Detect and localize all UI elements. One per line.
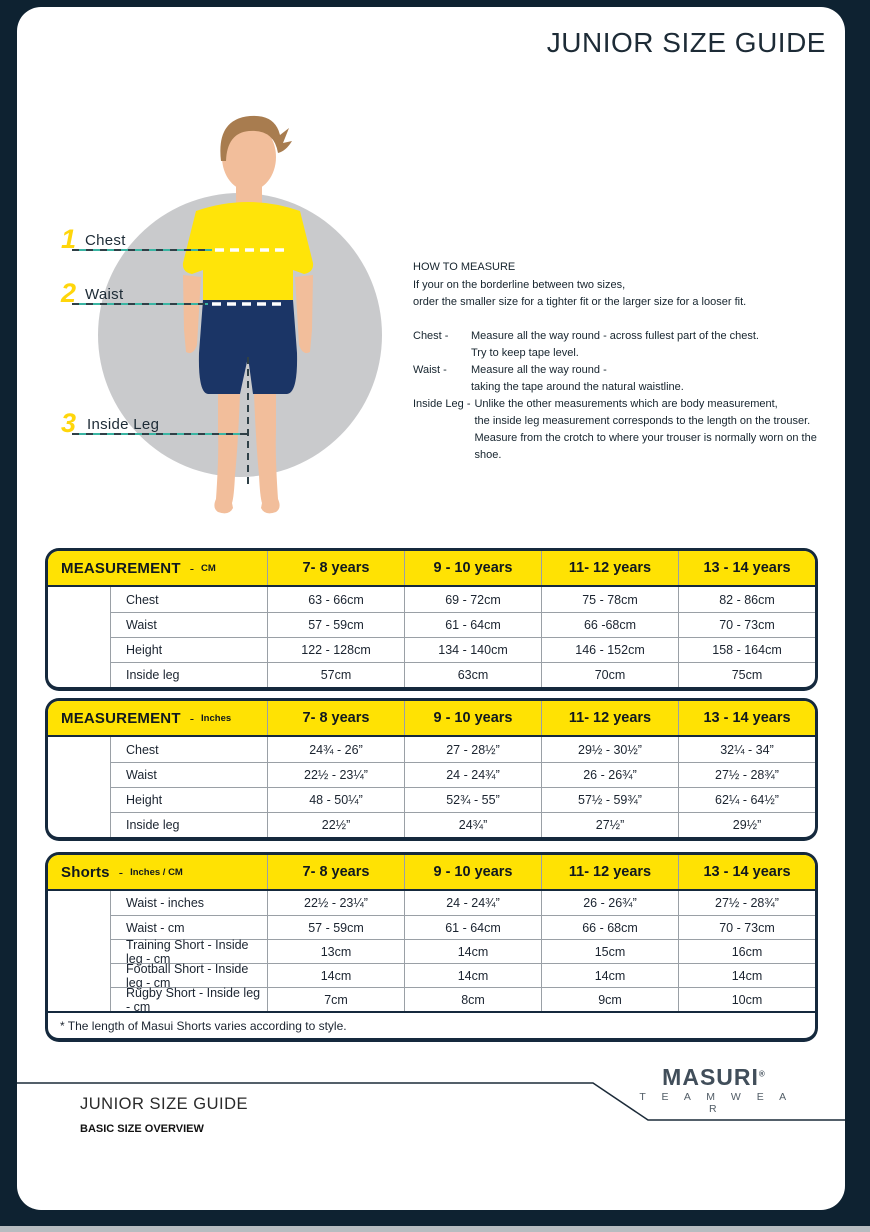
cell: 70 - 73cm — [678, 915, 815, 939]
row-label: Training Short - Inside leg - cm — [110, 939, 267, 963]
brand-text: MASURI — [662, 1064, 759, 1090]
cell: 29½ - 30½” — [541, 737, 678, 762]
item-line: Measure all the way round - across fullest part of the chest. — [471, 330, 759, 342]
table-row — [48, 915, 815, 939]
cell: 24 - 24¾” — [404, 891, 541, 915]
row-label: Chest — [110, 587, 267, 612]
size-table-shorts — [45, 852, 818, 1042]
row-spacer — [48, 662, 110, 687]
item-lines — [471, 362, 843, 396]
row-spacer — [48, 963, 110, 987]
how-to-measure-item-chest — [413, 328, 843, 362]
cell: 70 - 73cm — [678, 612, 815, 637]
row-spacer — [48, 762, 110, 787]
cell: 146 - 152cm — [541, 637, 678, 662]
cell: 48 - 50¼” — [267, 787, 404, 812]
cell: 27½ - 28¾” — [678, 762, 815, 787]
cell: 27½ - 28¾” — [678, 891, 815, 915]
item-lines — [474, 396, 843, 464]
spacer — [413, 311, 843, 328]
cell: 14cm — [404, 939, 541, 963]
row-label: Chest — [110, 737, 267, 762]
table-footnote: * The length of Masui Shorts varies according to style. — [48, 1011, 815, 1038]
size-table-cm — [45, 548, 818, 691]
row-spacer — [48, 737, 110, 762]
cell: 22½ - 23¼” — [267, 891, 404, 915]
column-header: 7- 8 years — [267, 701, 404, 735]
cell: 14cm — [404, 963, 541, 987]
size-table-inches — [45, 698, 818, 841]
column-header: 9 - 10 years — [404, 855, 541, 889]
cell: 122 - 128cm — [267, 637, 404, 662]
cell: 158 - 164cm — [678, 637, 815, 662]
figure-label-insideleg: Inside Leg — [87, 416, 160, 433]
cell: 134 - 140cm — [404, 637, 541, 662]
table-row — [48, 985, 815, 1014]
how-to-measure-intro-line: If your on the borderline between two sizes, — [413, 279, 626, 291]
row-label: Football Short - Inside leg - cm — [110, 963, 267, 987]
brand-name — [629, 1065, 799, 1090]
cell: 14cm — [267, 963, 404, 987]
page-title: JUNIOR SIZE GUIDE — [546, 27, 826, 58]
column-header: 9 - 10 years — [404, 551, 541, 585]
footer-title: JUNIOR SIZE GUIDE — [80, 1095, 249, 1113]
table-title-separator: - — [189, 560, 195, 576]
cell: 29½” — [678, 812, 815, 837]
row-label: Waist - cm — [110, 915, 267, 939]
cell: 8cm — [404, 987, 541, 1011]
brand-subtext: T E A M W E A R — [639, 1091, 793, 1116]
row-spacer — [48, 812, 110, 837]
column-header: 13 - 14 years — [678, 551, 815, 585]
row-label: Rugby Short - Inside leg - cm — [110, 987, 267, 1011]
document-sheet — [17, 7, 845, 1210]
row-spacer — [48, 987, 110, 1011]
column-header: 9 - 10 years — [404, 701, 541, 735]
figure-number-3: 3 — [61, 408, 77, 438]
how-to-measure — [413, 259, 843, 464]
column-header: 11- 12 years — [541, 551, 678, 585]
row-label: Waist - inches — [110, 891, 267, 915]
column-header: 11- 12 years — [541, 701, 678, 735]
row-spacer — [48, 787, 110, 812]
row-label: Height — [110, 787, 267, 812]
cell: 14cm — [678, 963, 815, 987]
how-to-measure-intro-line: order the smaller size for a tighter fit or the larger size for a looser fit. — [413, 296, 747, 308]
table-row — [48, 812, 815, 837]
cell: 22½ - 23¼” — [267, 762, 404, 787]
row-spacer — [48, 612, 110, 637]
row-spacer — [48, 587, 110, 612]
row-label: Waist — [110, 612, 267, 637]
column-header: 13 - 14 years — [678, 855, 815, 889]
table-row — [48, 737, 815, 762]
table-unit: Inches — [201, 712, 232, 724]
table-title: MEASUREMENT — [61, 709, 181, 727]
cell: 24¾” — [404, 812, 541, 837]
table-title-separator: - — [189, 710, 195, 726]
how-to-measure-title: HOW TO MEASURE — [413, 261, 516, 273]
cell: 57½ - 59¾” — [541, 787, 678, 812]
row-label: Inside leg — [110, 812, 267, 837]
cell: 57cm — [267, 662, 404, 687]
cell: 70cm — [541, 662, 678, 687]
table-row — [48, 937, 815, 966]
cell: 66 - 68cm — [541, 915, 678, 939]
table-row — [48, 612, 815, 637]
table-row — [48, 891, 815, 915]
item-line: the inside leg measurement corresponds to the length on the trouser. — [474, 415, 811, 427]
cell: 26 - 26¾” — [541, 891, 678, 915]
cell: 57 - 59cm — [267, 915, 404, 939]
table-title-cell — [48, 855, 267, 889]
item-label: Waist - — [413, 364, 447, 376]
table-title-cell — [48, 701, 267, 735]
cell: 66 -68cm — [541, 612, 678, 637]
table-header-row — [48, 551, 815, 587]
table-title: Shorts — [61, 863, 110, 881]
cell: 26 - 26¾” — [541, 762, 678, 787]
cell: 13cm — [267, 939, 404, 963]
item-label: Inside Leg - — [413, 398, 471, 410]
figure-number-1: 1 — [61, 224, 77, 254]
table-title-separator: - — [118, 864, 124, 880]
column-header: 7- 8 years — [267, 551, 404, 585]
cell: 16cm — [678, 939, 815, 963]
cell: 15cm — [541, 939, 678, 963]
figure-label-chest: Chest — [85, 232, 126, 249]
item-line: Unlike the other measurements which are body measurement, — [474, 398, 778, 410]
figure-label-waist: Waist — [85, 286, 124, 303]
cell: 14cm — [541, 963, 678, 987]
how-to-measure-item-waist — [413, 362, 843, 396]
person-illustration-svg — [40, 95, 440, 535]
table-title: MEASUREMENT — [61, 559, 181, 577]
row-spacer — [48, 891, 110, 915]
cell: 27 - 28½” — [404, 737, 541, 762]
cell: 32¼ - 34” — [678, 737, 815, 762]
item-label: Chest - — [413, 330, 449, 342]
table-row — [48, 762, 815, 787]
table-row — [48, 637, 815, 662]
item-line: taking the tape around the natural waistline. — [471, 381, 684, 393]
cell: 22½” — [267, 812, 404, 837]
bottom-accent-strip — [0, 1226, 870, 1232]
brand-logo — [629, 1065, 799, 1115]
cell: 61 - 64cm — [404, 915, 541, 939]
column-header: 7- 8 years — [267, 855, 404, 889]
cell: 10cm — [678, 987, 815, 1011]
cell: 57 - 59cm — [267, 612, 404, 637]
cell: 62¼ - 64½” — [678, 787, 815, 812]
row-spacer — [48, 939, 110, 963]
column-header: 11- 12 years — [541, 855, 678, 889]
item-line: Try to keep tape level. — [471, 347, 579, 359]
cell: 69 - 72cm — [404, 587, 541, 612]
cell: 63cm — [404, 662, 541, 687]
item-lines — [471, 328, 843, 362]
row-spacer — [48, 637, 110, 662]
cell: 75 - 78cm — [541, 587, 678, 612]
item-line: Measure all the way round - — [471, 364, 607, 376]
column-header: 13 - 14 years — [678, 701, 815, 735]
how-to-measure-item-insideleg — [413, 396, 843, 464]
table-header-row — [48, 855, 815, 891]
table-unit: Inches / CM — [130, 866, 183, 878]
registered-mark: ® — [758, 1069, 766, 1079]
table-row — [48, 787, 815, 812]
left-leg-shape — [214, 394, 240, 513]
cell: 24¾ - 26” — [267, 737, 404, 762]
row-spacer — [48, 915, 110, 939]
cell: 82 - 86cm — [678, 587, 815, 612]
row-label: Height — [110, 637, 267, 662]
figure-number-2: 2 — [61, 278, 77, 308]
cell: 52¾ - 55” — [404, 787, 541, 812]
cell: 75cm — [678, 662, 815, 687]
footer-subtitle: BASIC SIZE OVERVIEW — [80, 1123, 204, 1135]
row-label: Waist — [110, 762, 267, 787]
cell: 27½” — [541, 812, 678, 837]
table-unit: CM — [201, 562, 216, 574]
right-leg-shape — [254, 394, 280, 513]
cell: 24 - 24¾” — [404, 762, 541, 787]
cell: 63 - 66cm — [267, 587, 404, 612]
measurement-figure — [40, 95, 440, 535]
table-title-cell — [48, 551, 267, 585]
table-row — [48, 587, 815, 612]
cell: 61 - 64cm — [404, 612, 541, 637]
table-row — [48, 961, 815, 990]
table-header-row — [48, 701, 815, 737]
item-line: Measure from the crotch to where your trouser is normally worn on the shoe. — [474, 432, 817, 461]
table-row — [48, 662, 815, 687]
cell: 7cm — [267, 987, 404, 1011]
row-label: Inside leg — [110, 662, 267, 687]
cell: 9cm — [541, 987, 678, 1011]
